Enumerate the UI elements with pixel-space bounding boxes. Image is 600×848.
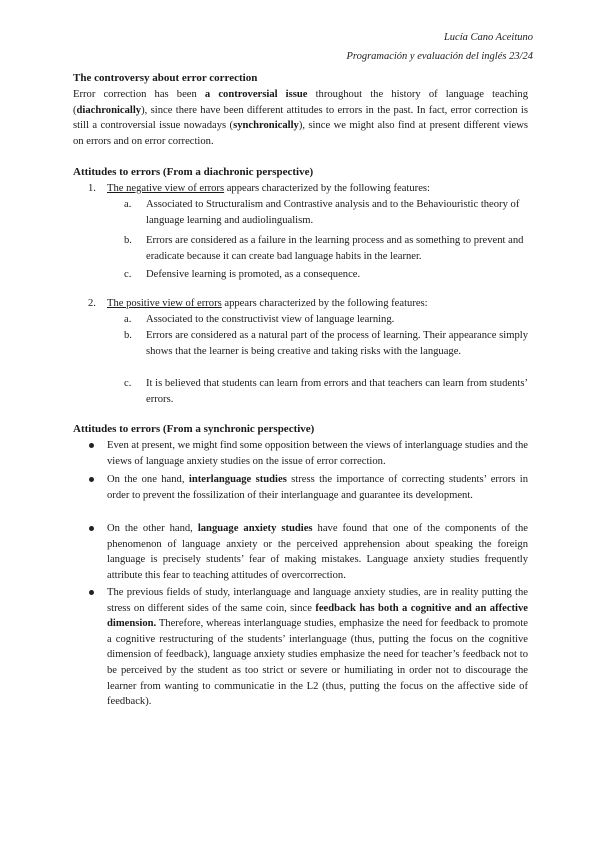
sub-item-text: Associated to Structuralism and Contrastive analysis and to the Behaviouristic theory of language learning and audiolingualism.	[146, 199, 520, 226]
list-item-text: The positive view of errors appears characterized by the following features:	[107, 298, 428, 309]
sub-item-text: Errors are considered as a natural part of the process of learning. Their appearance simply shows that the learner is being creative and taking risks with the language.	[146, 330, 528, 357]
bullet-item-text: On the other hand, language anxiety studies have found that one of the components of the phenomenon of language anxiety or the perceived apprehension about speaking the foreign language is precisely students’ fear of making mistakes. Language anxiety studies frequently attribute this fear to teaching attitudes of overcorrection.	[107, 523, 528, 581]
bullet-item-text: The previous fields of study, interlanguage and language anxiety studies, are in reality putting the stress on different sides of the same coin, since feedback has both a cognitive and an affective dimension. Therefore, whereas interlanguage studies, emphasize the need for feedback to promote a cognitive restructuring of the students’ interlanguage (thus, putting the focus on the cognitive dimension of feedback), language anxiety studies emphasize the need for teacher’s feedback not to be perceived by the student as too strict or severe or humiliating in order not to discourage the learner from wanting to communicatie in the L2 (thus, putting the focus on the affective side of feedback).	[107, 587, 528, 708]
sub-letter: b.	[124, 330, 132, 341]
sub-letter: b.	[124, 235, 132, 246]
section-title-controversy: The controversy about error correction	[73, 72, 258, 84]
list-number: 1.	[88, 183, 96, 194]
sub-letter: c.	[124, 378, 132, 389]
sub-letter: c.	[124, 269, 132, 280]
bullet-icon	[89, 438, 96, 445]
sub-item-text: Errors are considered as a failure in the learning process and as something to prevent and eradicate because it can create bad language habits in the learner.	[146, 235, 524, 262]
section-title-diachronic: Attitudes to errors (From a diachronic perspective)	[73, 166, 314, 178]
sub-letter: a.	[124, 199, 132, 210]
header-author: Lucía Cano Aceituno	[443, 32, 533, 43]
bullet-icon	[89, 585, 96, 592]
bullet-icon	[89, 472, 96, 479]
bullet-item-text: On the one hand, interlanguage studies stress the importance of correcting students’ errors in order to prevent the fossilization of their interlanguage and guarantee its development.	[107, 474, 529, 501]
sub-item-text: Associated to the constructivist view of language learning.	[146, 314, 395, 325]
sub-item-text: Defensive learning is promoted, as a consequence.	[146, 269, 361, 280]
intro-paragraph: Error correction has been a controversial issue throughout the history of language teaching (diachronically), since there have been different attitudes to errors in the past. In fact, error correction is still a controversial issue nowadays (synchronically), since we might also find at present different views on errors and on error correction.	[73, 89, 529, 147]
section-title-synchronic: Attitudes to errors (From a synchronic perspective)	[73, 423, 315, 435]
bullet-icon	[89, 521, 96, 528]
list-number: 2.	[88, 298, 96, 309]
header-course: Programación y evaluación del inglés 23/24	[346, 51, 533, 62]
underlined-term: The positive view of errors	[107, 298, 222, 309]
bullet-item-text: Even at present, we might find some opposition between the views of interlanguage studies and the views of language anxiety studies on the issue of error correction.	[107, 440, 528, 467]
sub-item-text: It is believed that students can learn from errors and that teachers can learn from students’ errors.	[146, 378, 528, 405]
underlined-term: The negative view of errors	[107, 183, 225, 194]
sub-letter: a.	[124, 314, 132, 325]
list-item-text: The negative view of errors appears characterized by the following features:	[107, 183, 430, 194]
